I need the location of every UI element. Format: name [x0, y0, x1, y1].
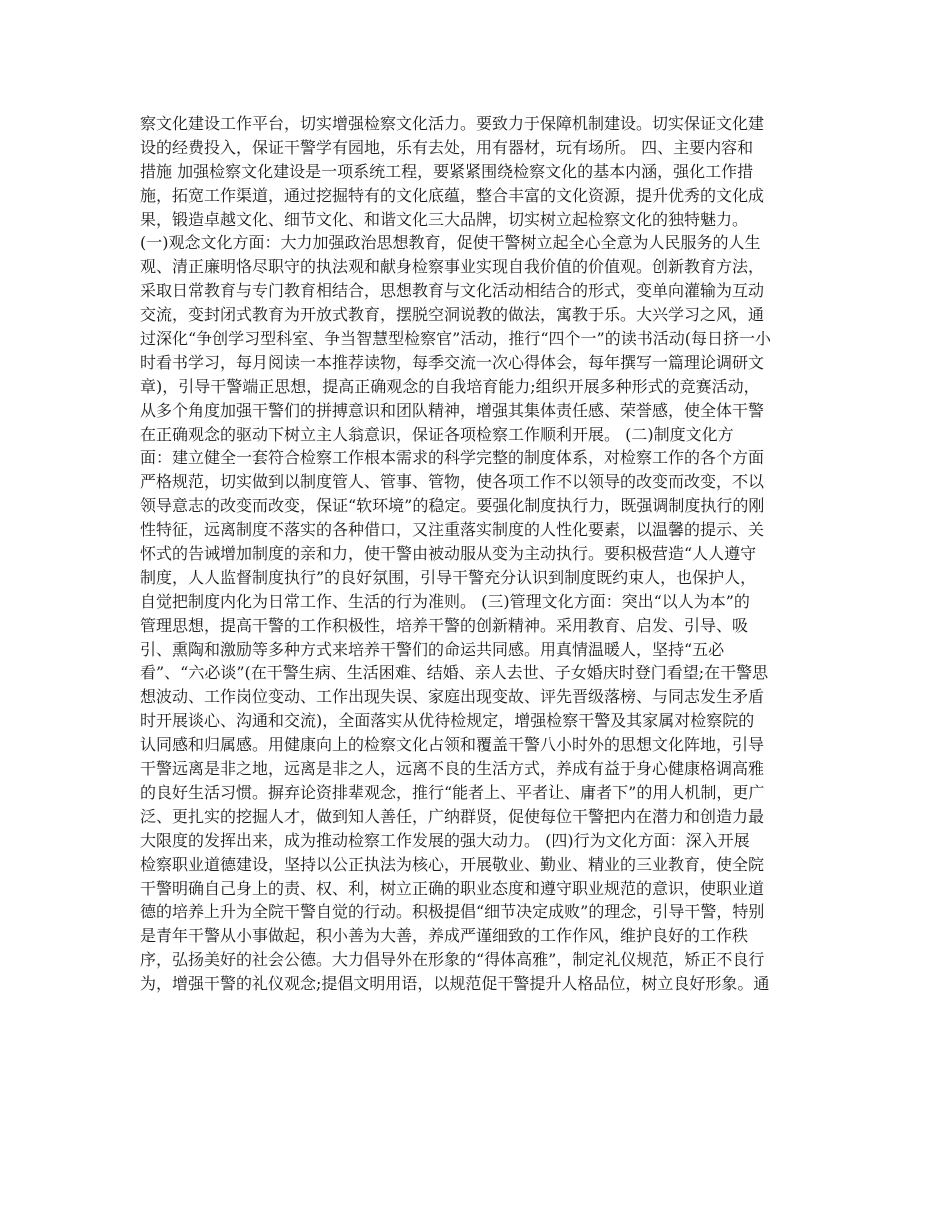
- text-line-36: 序，弘扬美好的社会公德。大力倡导外在形象的“得体高雅”，制定礼仪规范，矫正不良行: [140, 950, 765, 970]
- text-line-4: 施，拓宽工作渠道，通过挖掘特有的文化底蕴，整合丰富的文化资源，提升优秀的文化成: [140, 185, 765, 205]
- text-line-33: 干警明确自己身上的责、权、利，树立正确的职业态度和遵守职业规范的意识，使职业道: [140, 878, 765, 898]
- text-line-15: 面：建立健全一套符合检察工作根本需求的科学完整的制度体系，对检察工作的各个方面: [140, 448, 765, 468]
- text-line-21: 自觉把制度内化为日常工作、生活的行为准则。 (三)管理文化方面：突出“以人为本”的: [140, 591, 750, 611]
- body-text: [140, 112, 812, 996]
- text-line-22: 管理思想，提高干警的工作积极性，培养干警的创新精神。采用教育、启发、引导、吸: [140, 615, 749, 635]
- text-line-6: (一)观念文化方面：大力加强政治思想教育，促使干警树立起全心全意为人民服务的人生: [140, 233, 761, 253]
- text-line-7: 观、清正廉明恪尽职守的执法观和献身检察事业实现自我价值的价值观。创新教育方法，: [140, 257, 765, 277]
- text-line-26: 时开展谈心、沟通和交流)，全面落实从优待检规定，增强检察干警及其家属对检察院的: [140, 711, 755, 731]
- text-line-20: 制度，人人监督制度执行”的良好氛围，引导干警充分认识到制度既约束人，也保护人，: [140, 567, 757, 587]
- text-line-29: 的良好生活习惯。摒弃论资排辈观念，推行“能者上、平者让、庸者下”的用人机制，更广: [140, 782, 765, 802]
- text-line-5: 果，锻造卓越文化、细节文化、和谐文化三大品牌，切实树立起检察文化的独特魅力。: [140, 209, 749, 229]
- text-line-9: 交流，变封闭式教育为开放式教育，摆脱空洞说教的做法，寓教于乐。大兴学习之风，通: [140, 305, 765, 325]
- text-line-13: 从多个角度加强干警们的拼搏意识和团队精神，增强其集体责任感、荣誉感，使全体干警: [140, 400, 765, 420]
- text-line-3: 措施 加强检察文化建设是一项系统工程，要紧紧围绕检察文化的基本内涵，强化工作措: [140, 161, 754, 181]
- text-line-34: 德的培养上升为全院干警自觉的行动。积极提倡“细节决定成败”的理念，引导干警，特别: [140, 902, 765, 922]
- text-line-24: 看”、“六必谈”(在干警生病、生活困难、结婚、亲人去世、子女婚庆时登门看望;在干警思: [140, 663, 769, 683]
- text-line-10: 过深化“争创学习型科室、争当智慧型检察官”活动，推行“四个一”的读书活动(每日挤一小: [140, 329, 771, 349]
- text-line-30: 泛、更扎实的挖掘人才，做到知人善任，广纳群贤，促使每位干警把内在潜力和创造力最: [140, 806, 765, 826]
- text-line-18: 性特征，远离制度不落实的各种借口，又注重落实制度的人性化要素，以温馨的提示、关: [140, 520, 765, 540]
- text-line-16: 严格规范，切实做到以制度管人、管事、管物，使各项工作不以领导的改变而改变，不以: [140, 472, 765, 492]
- text-line-35: 是青年干警从小事做起，积小善为大善，养成严谨细致的工作作风，维护良好的工作秩: [140, 926, 749, 946]
- text-line-23: 引、熏陶和激励等多种方式来培养干警们的命运共同感。用真情温暖人，坚持“五必: [140, 639, 725, 659]
- text-line-8: 采取日常教育与专门教育相结合，思想教育与文化活动相结合的形式，变单向灌输为互动: [140, 281, 765, 301]
- text-line-14: 在正确观念的驱动下树立主人翁意识，保证各项检察工作顺利开展。 (二)制度文化方: [140, 424, 734, 444]
- text-line-11: 时看书学习，每月阅读一本推荐读物，每季交流一次心得体会，每年撰写一篇理论调研文: [140, 352, 765, 372]
- text-line-32: 检察职业道德建设，坚持以公正执法为核心，开展敬业、勤业、精业的三业教育，使全院: [140, 854, 765, 874]
- text-line-17: 领导意志的改变而改变，保证“软环境”的稳定。要强化制度执行力，既强调制度执行的刚: [140, 496, 765, 516]
- text-line-19: 怀式的告诫增加制度的亲和力，使干警由被动服从变为主动执行。要积极营造“人人遵守: [140, 544, 757, 564]
- text-line-31: 大限度的发挥出来，成为推动检察工作发展的强大动力。 (四)行为文化方面：深入开展: [140, 830, 750, 850]
- text-line-27: 认同感和归属感。用健康向上的检察文化占领和覆盖干警八小时外的思想文化阵地，引导: [140, 735, 765, 755]
- text-line-12: 章)，引导干警端正思想，提高正确观念的自我培育能力;组织开展多种形式的竞赛活动，: [140, 376, 760, 396]
- text-line-1: 察文化建设工作平台，切实增强检察文化活力。要致力于保障机制建设。切实保证文化建: [140, 114, 765, 133]
- text-line-28: 干警远离是非之地，远离是非之人，远离不良的生活方式，养成有益于身心健康格调高雅: [140, 759, 765, 779]
- text-line-37: 为，增强干警的礼仪观念;提倡文明用语，以规范促干警提升人格品位，树立良好形象。通: [140, 974, 770, 994]
- text-line-25: 想波动、工作岗位变动、工作出现失误、家庭出现变故、评先晋级落榜、与同志发生矛盾: [140, 687, 765, 707]
- text-line-2: 设的经费投入，保证干警学有园地，乐有去处，用有器材，玩有场所。 四、主要内容和: [140, 137, 754, 157]
